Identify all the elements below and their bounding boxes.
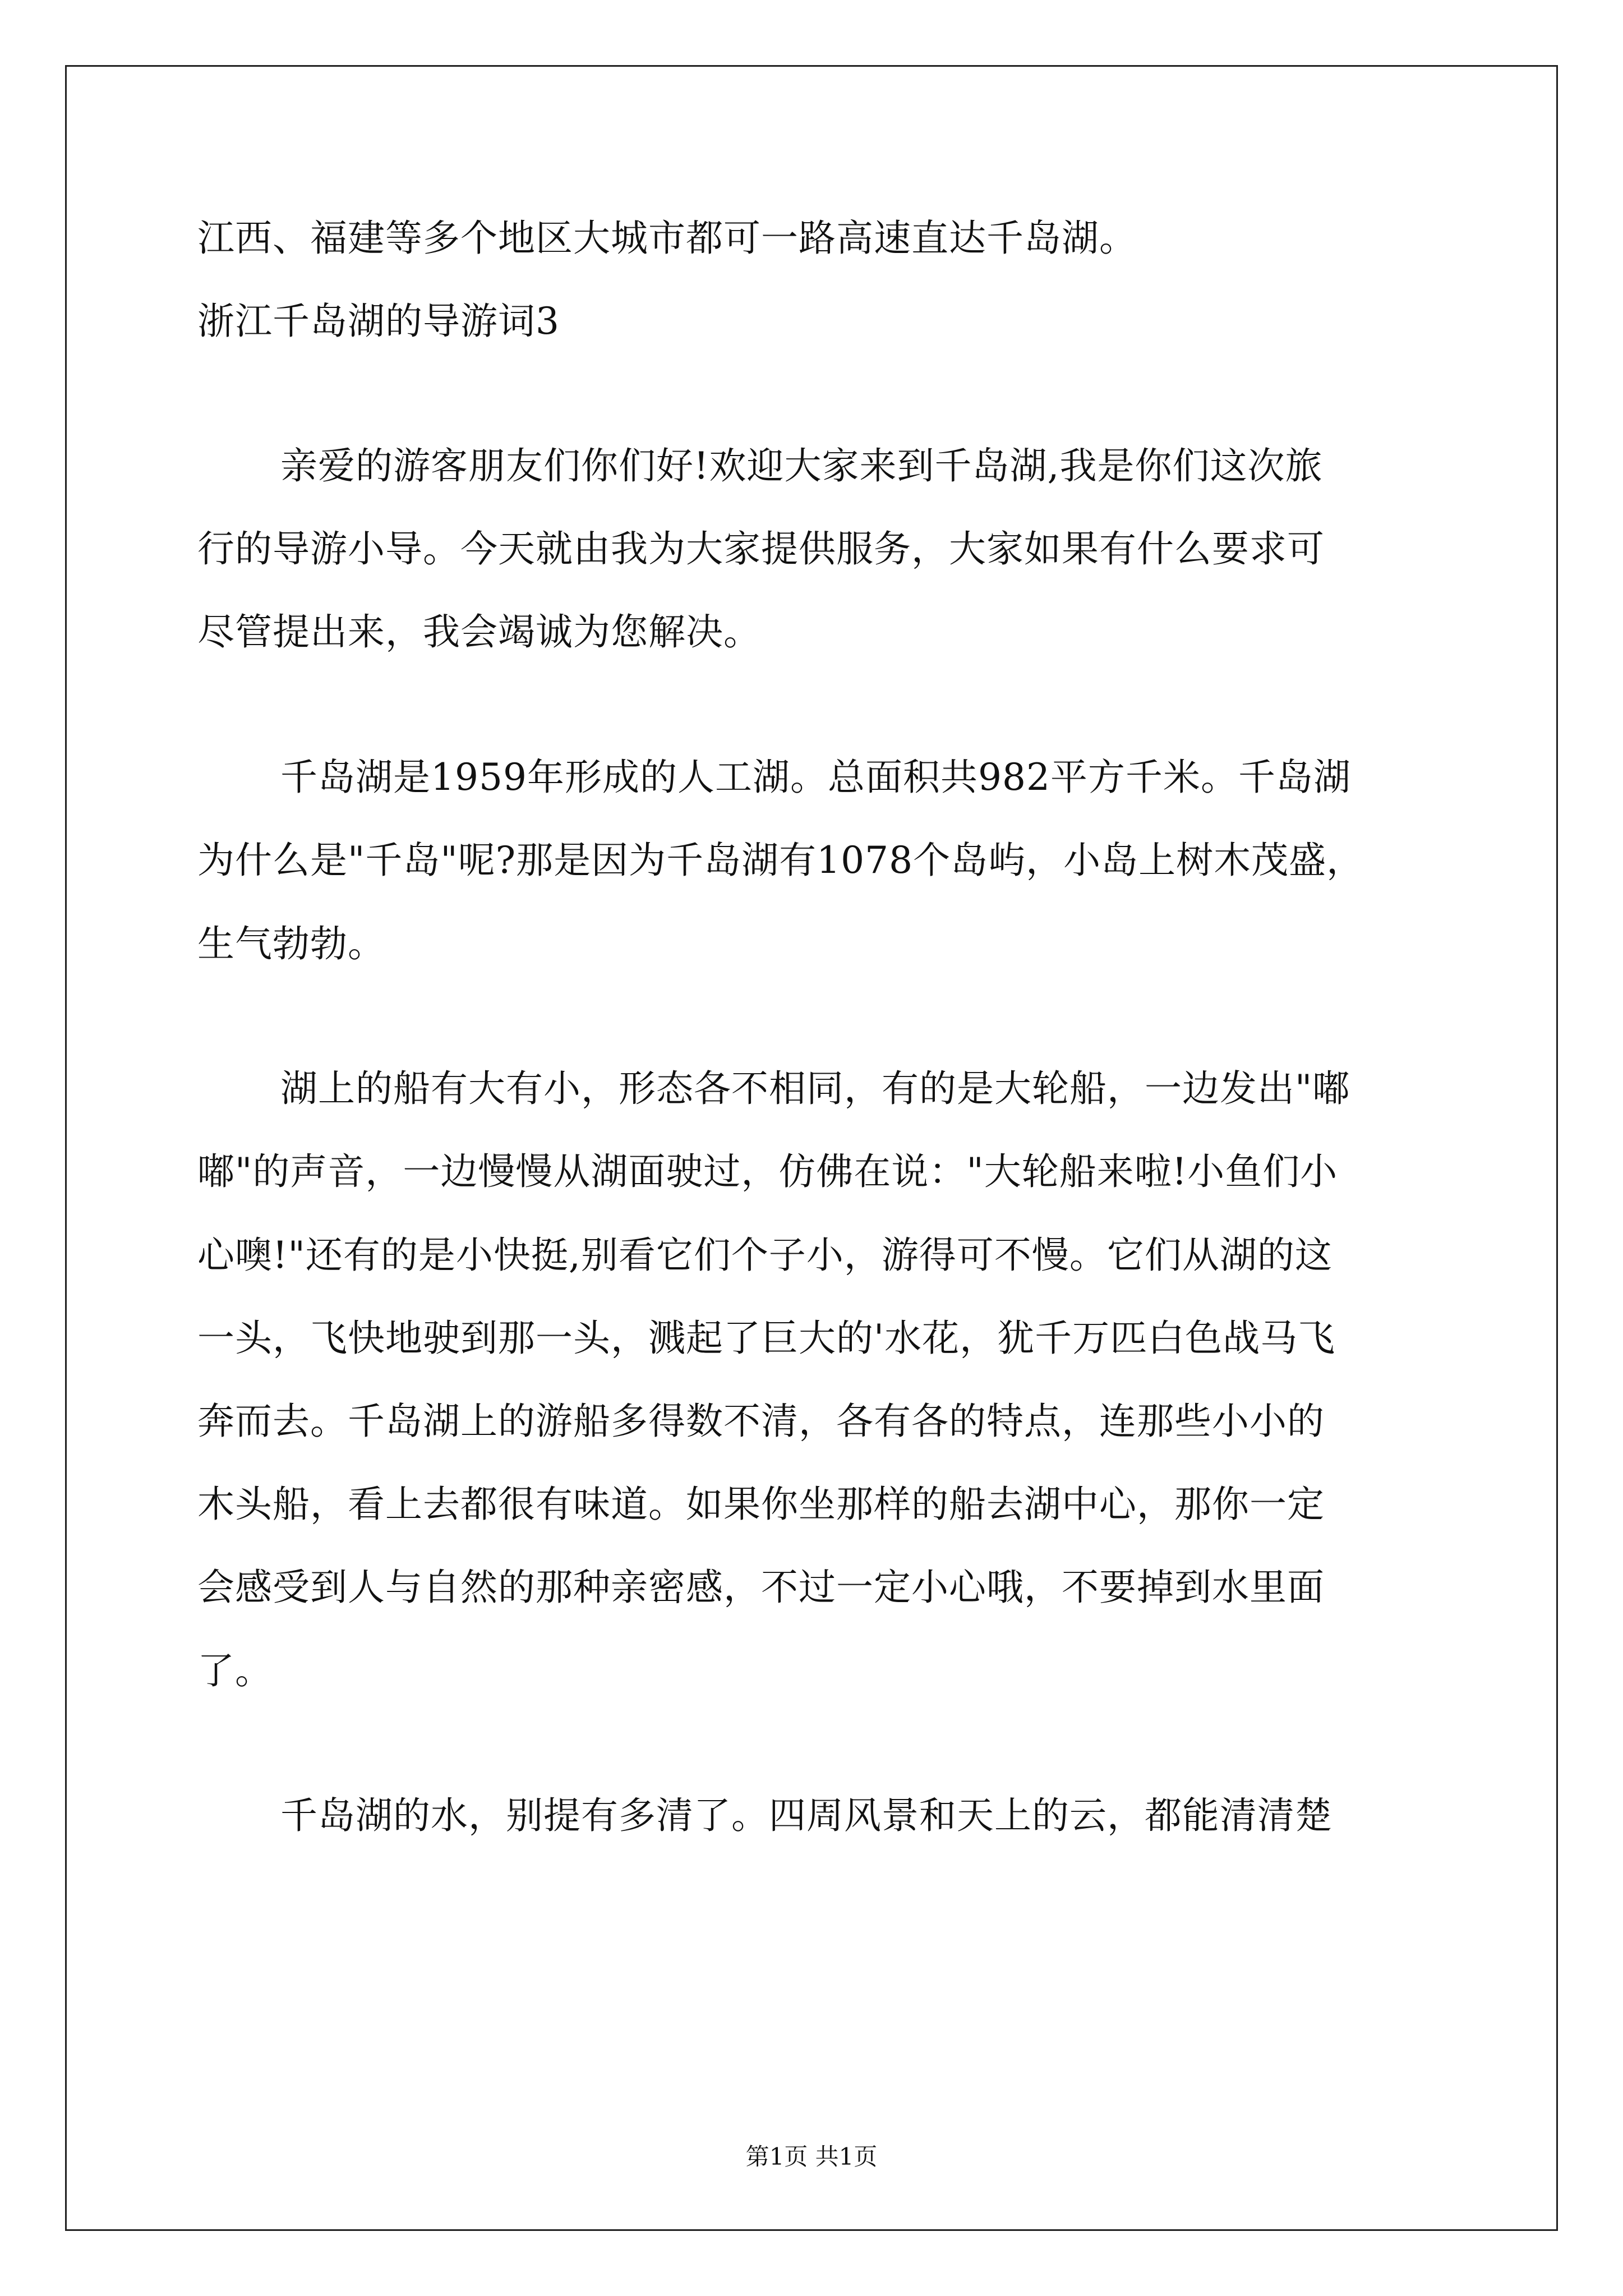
text-line: 生气勃勃。 [197, 922, 385, 965]
text-line: 了。 [197, 1649, 273, 1692]
text-line: 会感受到人与自然的那种亲密感，不过一定小心哦，不要掉到水里面 [197, 1566, 1325, 1609]
text-line: 木头船，看上去都很有味道。如果你坐那样的船去湖中心，那你一定 [197, 1483, 1325, 1526]
text-line: 千岛湖的水，别提有多清了。四周风景和天上的云，都能清清楚 [280, 1794, 1332, 1837]
text-line: 千岛湖是1959年形成的人工湖。总面积共982平方千米。千岛湖 [280, 756, 1351, 799]
text-line: 心噢!"还有的是小快挺,别看它们个子小，游得可不慢。它们从湖的这 [197, 1234, 1332, 1277]
text-line: 尽管提出来，我会竭诚为您解决。 [197, 610, 761, 654]
text-line: 为什么是"千岛"呢?那是因为千岛湖有1078个岛屿，小岛上树木茂盛， [197, 839, 1364, 882]
text-line: 奔而去。千岛湖上的游船多得数不清，各有各的特点，连那些小小的 [197, 1400, 1325, 1443]
page-border [65, 65, 1558, 2231]
section-heading: 浙江千岛湖的导游词3 [197, 300, 560, 343]
text-line: 一头，飞快地驶到那一头，溅起了巨大的'水花，犹千万匹白色战马飞 [197, 1317, 1336, 1360]
text-line: 亲爱的游客朋友们你们好!欢迎大家来到千岛湖,我是你们这次旅 [280, 444, 1323, 487]
text-line: 嘟"的声音，一边慢慢从湖面驶过，仿佛在说："大轮船来啦!小鱼们小 [197, 1150, 1338, 1193]
page-footer: 第1页 共1页 [745, 2143, 878, 2170]
text-line: 湖上的船有大有小，形态各不相同，有的是大轮船，一边发出"嘟 [280, 1067, 1350, 1110]
text-line: 行的导游小导。今天就由我为大家提供服务，大家如果有什么要求可 [197, 527, 1325, 570]
text-line: 江西、福建等多个地区大城市都可一路高速直达千岛湖。 [197, 217, 1137, 260]
